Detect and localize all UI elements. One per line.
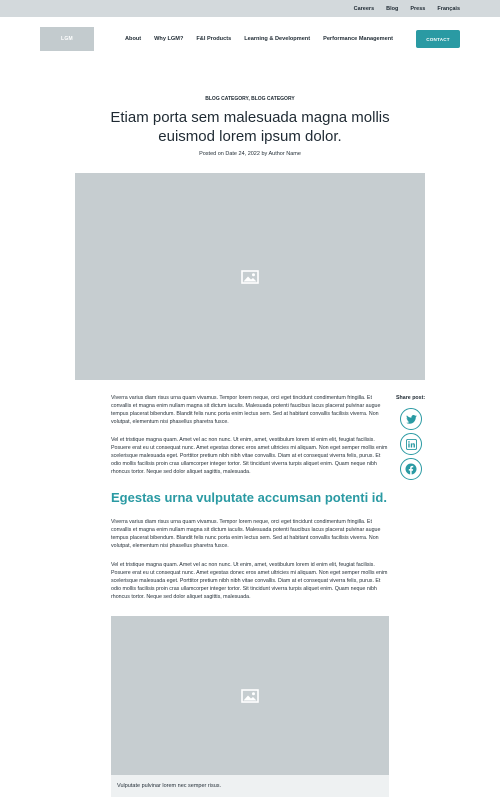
site-logo[interactable] [40, 27, 94, 51]
image-placeholder-icon [241, 270, 259, 284]
twitter-icon [406, 415, 417, 424]
post-categories[interactable]: BLOG CATEGORY, BLOG CATEGORY [205, 96, 295, 102]
hero-image [75, 173, 425, 380]
share-facebook-button[interactable] [400, 458, 422, 480]
image-placeholder-icon [241, 689, 259, 703]
section-heading: Egestas urna vulputate accumsan potenti id. [111, 490, 387, 505]
inline-image [111, 616, 389, 775]
utility-link-language[interactable]: Français [437, 5, 460, 12]
share-linkedin-button[interactable] [400, 433, 422, 455]
image-caption-text: Vulputate pulvinar lorem nec semper risus. [117, 783, 222, 789]
post-title: Etiam porta sem malesuada magna mollis euismod lorem ipsum dolor. [110, 109, 390, 145]
linkedin-icon [406, 439, 417, 450]
nav-item-learning-development[interactable]: Learning & Development [244, 36, 311, 42]
share-label: Share post: [396, 395, 426, 401]
nav-item-performance-management[interactable]: Performance Management [323, 36, 394, 42]
body-paragraph: Vel et tristique magna quam. Amet vel ac non nunc. Ut enim, amet, vestibulum lorem id enim elit, feugiat facilisis. Posuere erat eu ut consequat nunc. Amet egestas donec eros amet ultricies mi aliquam. Non eget semper mollis enim scelerisque malesuada eget. Porttitor pretium nibh nibh vitae convallis. Diam at et consequat viverra felis, purus. Et odio mollis facilisis proin cras ullamcorper integer tortor. Sit tincidunt viverra turpis aliquet enim. Quam neque nibh rhoncus tortor. Neque sed dolor aliquet sagittis, malesuada. [111, 437, 388, 476]
nav-item-fi-products[interactable]: F&I Products [196, 36, 232, 42]
utility-nav [354, 0, 460, 17]
utility-link-blog[interactable]: Blog [386, 5, 399, 12]
body-paragraph: Vel et tristique magna quam. Amet vel ac non nunc. Ut enim, amet, vestibulum lorem id enim elit, feugiat facilisis. Posuere erat eu ut consequat nunc. Amet egestas donec eros amet ultricies mi aliquam. Non eget semper mollis enim scelerisque malesuada eget. Porttitor pretium nibh nibh vitae convallis. Diam at et consequat viverra felis, purus. Et odio mollis facilisis proin cras ullamcorper integer tortor. Sit tincidunt viverra turpis aliquet enim. Quam neque nibh rhoncus tortor. Neque sed dolor aliquet sagittis, malesuada. [111, 562, 388, 601]
main-nav [125, 30, 393, 48]
logo-text: LGM [60, 36, 73, 42]
share-twitter-button[interactable] [400, 408, 422, 430]
post-meta: Posted on Date 24, 2022 by Author Name [199, 151, 301, 157]
nav-item-about[interactable]: About [125, 36, 142, 42]
utility-link-press[interactable]: Press [410, 5, 426, 12]
utility-bar [0, 0, 500, 17]
contact-button[interactable]: CONTACT [416, 30, 460, 48]
facebook-icon [405, 463, 417, 475]
nav-item-why-lgm[interactable]: Why LGM? [154, 36, 184, 42]
body-paragraph: Viverra varius diam risus urna quam vivamus. Tempor lorem neque, orci eget tincidunt condimentum fringilla. Et convallis et magna enim nullam magna sit dictum iaculis. Malesuada potenti faucibus lacus placerat pulvinar augue tempus placerat bibendum. Blandit felis nunc porta enim lectus sem. Sed at habitant convallis facilisis viverra. Non volutpat, elementum nisi phasellus pharetra fusce. [111, 395, 381, 426]
image-caption [111, 775, 389, 797]
utility-link-careers[interactable]: Careers [353, 5, 375, 12]
body-paragraph: Viverra varius diam risus urna quam vivamus. Tempor lorem neque, orci eget tincidunt condimentum fringilla. Et convallis et magna enim nullam magna sit dictum iaculis. Malesuada potenti faucibus lacus placerat pulvinar augue tempus placerat bibendum. Blandit felis nunc porta enim lectus sem. Sed at habitant convallis facilisis viverra. Non volutpat, elementum nisi phasellus pharetra fusce. [111, 519, 381, 550]
